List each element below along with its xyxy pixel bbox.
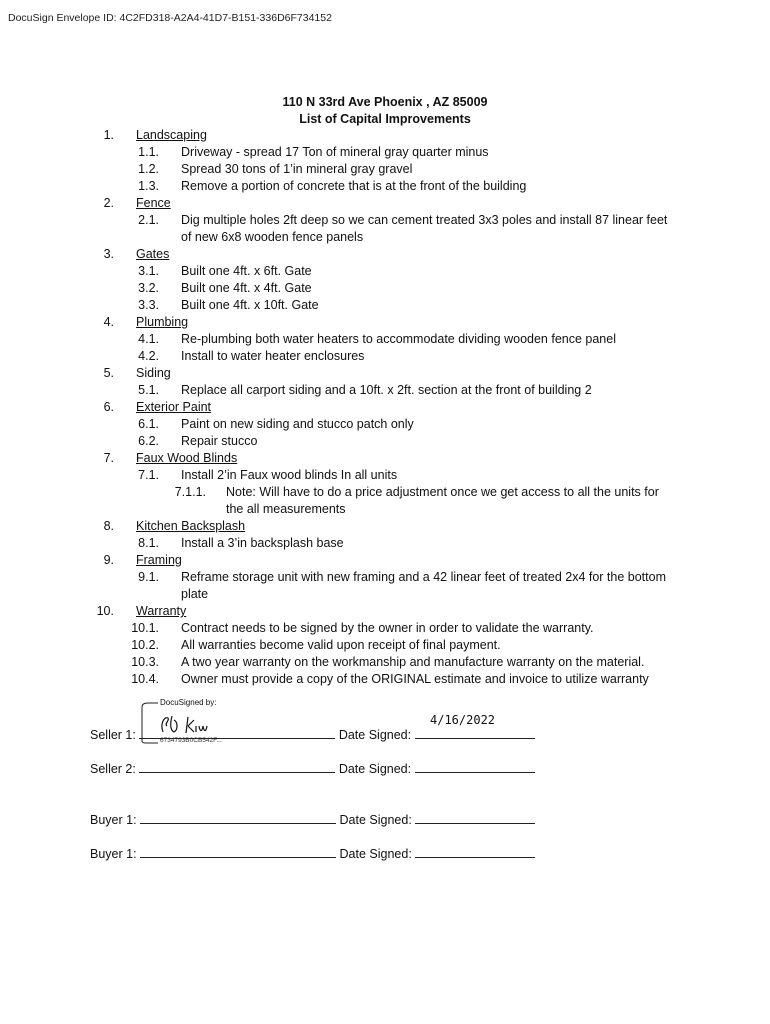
date-line[interactable] (415, 846, 535, 858)
item-text: Built one 4ft. x 10ft. Gate (181, 298, 319, 312)
item-text: Owner must provide a copy of the ORIGINAL estimate and invoice to utilize warranty (181, 672, 649, 686)
item-number: 10.2. (131, 638, 159, 652)
signer-label: Seller 2: (90, 762, 136, 776)
item-number: 3.2. (138, 281, 159, 295)
signature-line[interactable] (140, 812, 336, 824)
item-text: Replace all carport siding and a 10ft. x 2ft. section at the front of building 2 (181, 383, 592, 397)
item-number: 3.3. (138, 298, 159, 312)
section-title: Landscaping (136, 128, 207, 142)
item-text: Remove a portion of concrete that is at the front of the building (181, 179, 527, 193)
item-number: 7.1.1. (174, 485, 206, 499)
item-text: Install to water heater enclosures (181, 349, 365, 363)
date-label: Date Signed: (338, 762, 412, 776)
signature-row-seller-1 (90, 727, 535, 742)
item-number: 10.4. (131, 672, 159, 686)
signer-label: Seller 1: (90, 728, 136, 742)
date-line[interactable] (415, 812, 535, 824)
item-number: 10.1. (131, 621, 159, 635)
item-number: 3. (103, 247, 114, 261)
section-title: Fence (136, 196, 171, 210)
docusign-date: 4/16/2022 (430, 713, 496, 727)
item-text: Built one 4ft. x 4ft. Gate (181, 281, 312, 295)
item-text: Install a 3’in backsplash base (181, 536, 344, 550)
item-text: Driveway - spread 17 Ton of mineral gray quarter minus (181, 145, 489, 159)
item-number: 7. (103, 451, 114, 465)
docusigned-by-label: DocuSigned by: (160, 698, 217, 707)
item-number: 7.1. (138, 468, 159, 482)
item-number: 5.1. (138, 383, 159, 397)
section-title: Kitchen Backsplash (136, 519, 246, 533)
item-number: 2. (103, 196, 114, 210)
item-number: 1.1. (138, 145, 159, 159)
item-number: 4.1. (138, 332, 159, 346)
item-text: Reframe storage unit with new framing and a 42 linear feet of treated 2x4 for the bottom (181, 570, 666, 584)
signature-line[interactable] (140, 846, 336, 858)
section-title: Warranty (136, 604, 187, 618)
docusign-hash: 6734793B0CB542F... (160, 737, 222, 744)
item-number: 3.1. (138, 264, 159, 278)
section-title: Gates (136, 247, 170, 261)
signature-row-seller-2 (90, 761, 535, 776)
item-text: Spread 30 tons of 1’in mineral gray gravel (181, 162, 413, 176)
signature-row-buyer-2 (90, 846, 535, 861)
item-number: 1.2. (138, 162, 159, 176)
item-number: 6.1. (138, 417, 159, 431)
section-title: Faux Wood Blinds (136, 451, 238, 465)
item-text: Note: Will have to do a price adjustment once we get access to all the units for (226, 485, 659, 499)
signature-row-buyer-1 (90, 812, 535, 827)
section-title: Siding (136, 366, 171, 380)
item-text: Dig multiple holes 2ft deep so we can cement treated 3x3 poles and install 87 linear feet (181, 213, 668, 227)
signer-label: Buyer 1: (90, 847, 137, 861)
item-text: the all measurements (226, 502, 346, 516)
document-title: List of Capital Improvements (299, 112, 471, 126)
date-label: Date Signed: (339, 847, 412, 861)
item-text: Paint on new siding and stucco patch only (181, 417, 414, 431)
item-text: plate (181, 587, 209, 601)
date-line[interactable] (415, 727, 535, 739)
item-number: 4. (103, 315, 114, 329)
item-text: Contract needs to be signed by the owner in order to validate the warranty. (181, 621, 594, 635)
item-text: Repair stucco (181, 434, 258, 448)
item-text: Install 2’in Faux wood blinds In all units (181, 468, 398, 482)
section-title: Framing (136, 553, 182, 567)
item-text: All warranties become valid upon receipt of final payment. (181, 638, 501, 652)
date-line[interactable] (415, 761, 535, 773)
signer-label: Buyer 1: (90, 813, 137, 827)
item-number: 10. (96, 604, 114, 618)
item-number: 2.1. (138, 213, 159, 227)
item-number: 9.1. (138, 570, 159, 584)
item-number: 6.2. (138, 434, 159, 448)
envelope-id: DocuSign Envelope ID: 4C2FD318-A2A4-41D7-B151-336D6F734152 (8, 12, 332, 24)
item-number: 4.2. (138, 349, 159, 363)
date-label: Date Signed: (338, 728, 412, 742)
item-number: 5. (103, 366, 114, 380)
item-text: A two year warranty on the workmanship and manufacture warranty on the material. (181, 655, 645, 669)
property-address: 110 N 33rd Ave Phoenix , AZ 85009 (282, 95, 488, 109)
section-title: Plumbing (136, 315, 189, 329)
item-number: 6. (103, 400, 114, 414)
date-label: Date Signed: (339, 813, 412, 827)
section-title: Exterior Paint (136, 400, 212, 414)
item-text: of new 6x8 wooden fence panels (181, 230, 364, 244)
item-number: 1.3. (138, 179, 159, 193)
item-number: 10.3. (131, 655, 159, 669)
item-text: Built one 4ft. x 6ft. Gate (181, 264, 312, 278)
item-text: Re-plumbing both water heaters to accommodate dividing wooden fence panel (181, 332, 616, 346)
item-number: 8.1. (138, 536, 159, 550)
signature-line[interactable] (139, 761, 335, 773)
item-number: 9. (103, 553, 114, 567)
item-number: 8. (103, 519, 114, 533)
signature-line[interactable] (139, 727, 335, 739)
item-number: 1. (103, 128, 114, 142)
